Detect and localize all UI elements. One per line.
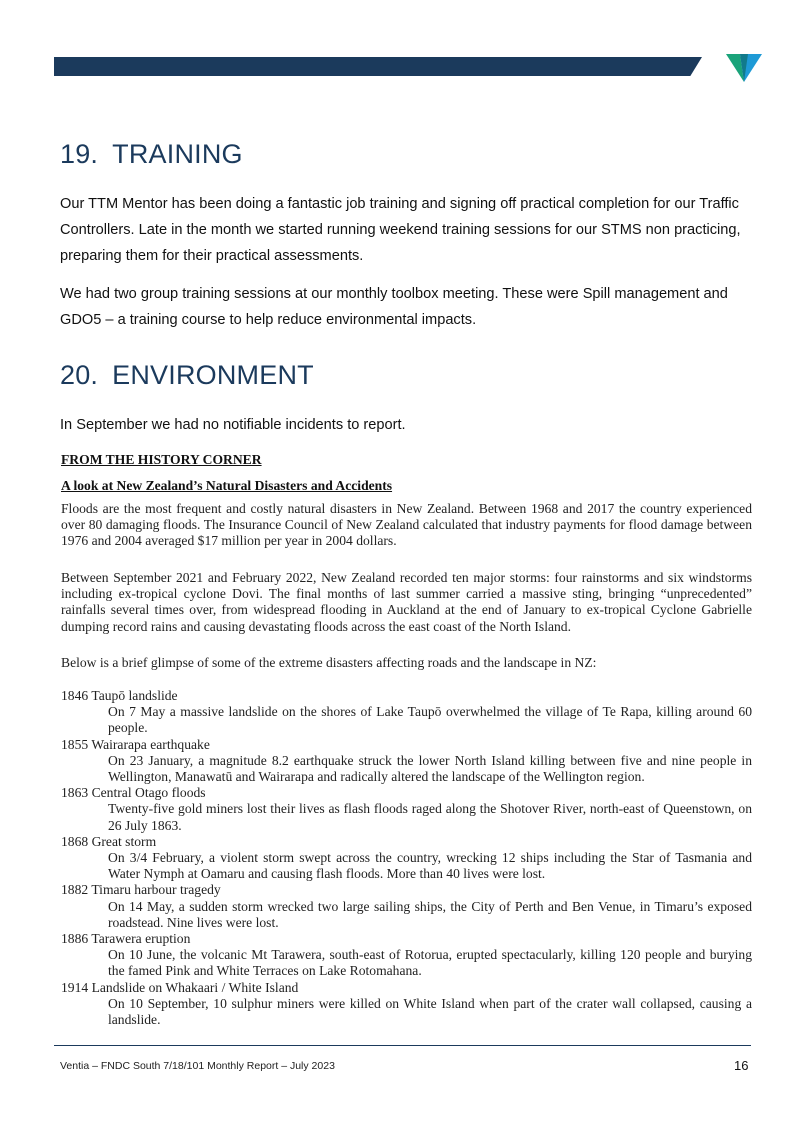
page-number: 16 bbox=[734, 1058, 749, 1073]
training-paragraph: We had two group training sessions at our monthly toolbox meeting. These were Spill management and GDO5 – a training course to help reduce environmental impacts. bbox=[60, 286, 728, 328]
history-heading: FROM THE HISTORY CORNER bbox=[61, 452, 262, 467]
event-description: Twenty-five gold miners lost their lives as flash floods raged along the Shotover River, north-east of Queenstown, on 26 July 1863. bbox=[108, 801, 752, 833]
header-bar bbox=[54, 57, 702, 76]
event-title: 1863 Central Otago floods bbox=[61, 785, 206, 801]
list-item bbox=[61, 834, 752, 883]
event-title: 1846 Taupō landslide bbox=[61, 688, 178, 703]
history-paragraph: Between September 2021 and February 2022, New Zealand recorded ten major storms: four rainstorms and six windstorms including ex-tropical cyclone Dovi. The final months of last summer carried a massive sting, bringing “unprecedented” rainfalls several times over, from widespread flooding in Auckland at the end of January to ex-tropical Cyclone Gabrielle dumping record rains and causing devastating floods across the east coast of the North Island. bbox=[61, 570, 752, 634]
ventia-v-logo-icon bbox=[726, 52, 762, 84]
event-description: On 14 May, a sudden storm wrecked two large sailing ships, the City of Perth and Ben Venue, in Timaru’s exposed roadstead. Nine lives were lost. bbox=[108, 898, 752, 930]
environment-paragraph: In September we had no notifiable incidents to report. bbox=[60, 417, 406, 433]
section-heading-training: 19. TRAINING bbox=[60, 139, 243, 169]
event-description: On 10 June, the volcanic Mt Tarawera, south-east of Rotorua, erupted spectacularly, killing 120 people and burying the famed Pink and White Terraces on Lake Rotomahana. bbox=[108, 947, 752, 979]
event-title: 1882 Timaru harbour tragedy bbox=[61, 882, 221, 898]
list-item bbox=[61, 882, 752, 931]
list-item bbox=[61, 737, 752, 786]
section-heading-environment: 20. ENVIRONMENT bbox=[60, 360, 314, 390]
history-paragraph: Below is a brief glimpse of some of the extreme disasters affecting roads and the landscape in NZ: bbox=[61, 655, 597, 670]
list-item bbox=[61, 980, 752, 1029]
event-description: On 10 September, 10 sulphur miners were killed on White Island when part of the crater wall collapsed, causing a landslide. bbox=[108, 995, 752, 1028]
list-item bbox=[61, 785, 752, 834]
event-title: 1914 Landslide on Whakaari / White Island bbox=[61, 979, 299, 995]
footer-divider bbox=[54, 1045, 751, 1046]
list-item bbox=[61, 931, 752, 980]
list-item bbox=[61, 688, 752, 737]
footer-text: Ventia – FNDC South 7/18/101 Monthly Report – July 2023 bbox=[60, 1060, 335, 1072]
history-subheading: A look at New Zealand’s Natural Disasters and Accidents bbox=[61, 478, 393, 493]
history-paragraph: Floods are the most frequent and costly natural disasters in New Zealand. Between 1968 and 2017 the country experienced over 80 damaging floods. The Insurance Council of New Zealand calculated that industry payments for flood damage between 1976 and 2004 averaged $17 million per year in 2004 dollars. bbox=[61, 501, 752, 549]
event-description: On 23 January, a magnitude 8.2 earthquake struck the lower North Island killing between five and nine people in Wellington, Manawatū and Wairarapa and radically altered the landscape of the Wellington region. bbox=[108, 752, 752, 785]
event-title: 1855 Wairarapa earthquake bbox=[61, 736, 210, 752]
event-title: 1886 Tarawera eruption bbox=[61, 931, 191, 947]
event-title: 1868 Great storm bbox=[61, 833, 157, 849]
event-description: On 3/4 February, a violent storm swept across the country, wrecking 12 ships including the Star of Tasmania and Water Nymph at Oamaru and causing flash floods. More than 40 lives were lost. bbox=[108, 850, 752, 882]
event-description: On 7 May a massive landslide on the shores of Lake Taupō overwhelmed the village of Te Rapa, killing around 60 people. bbox=[108, 704, 752, 736]
training-paragraph: Our TTM Mentor has been doing a fantastic job training and signing off practical completion for our Traffic Controllers. Late in the month we started running weekend training sessions for our STMS non practicing, preparing them for their practical assessments. bbox=[60, 196, 741, 264]
history-event-list bbox=[61, 688, 752, 1028]
